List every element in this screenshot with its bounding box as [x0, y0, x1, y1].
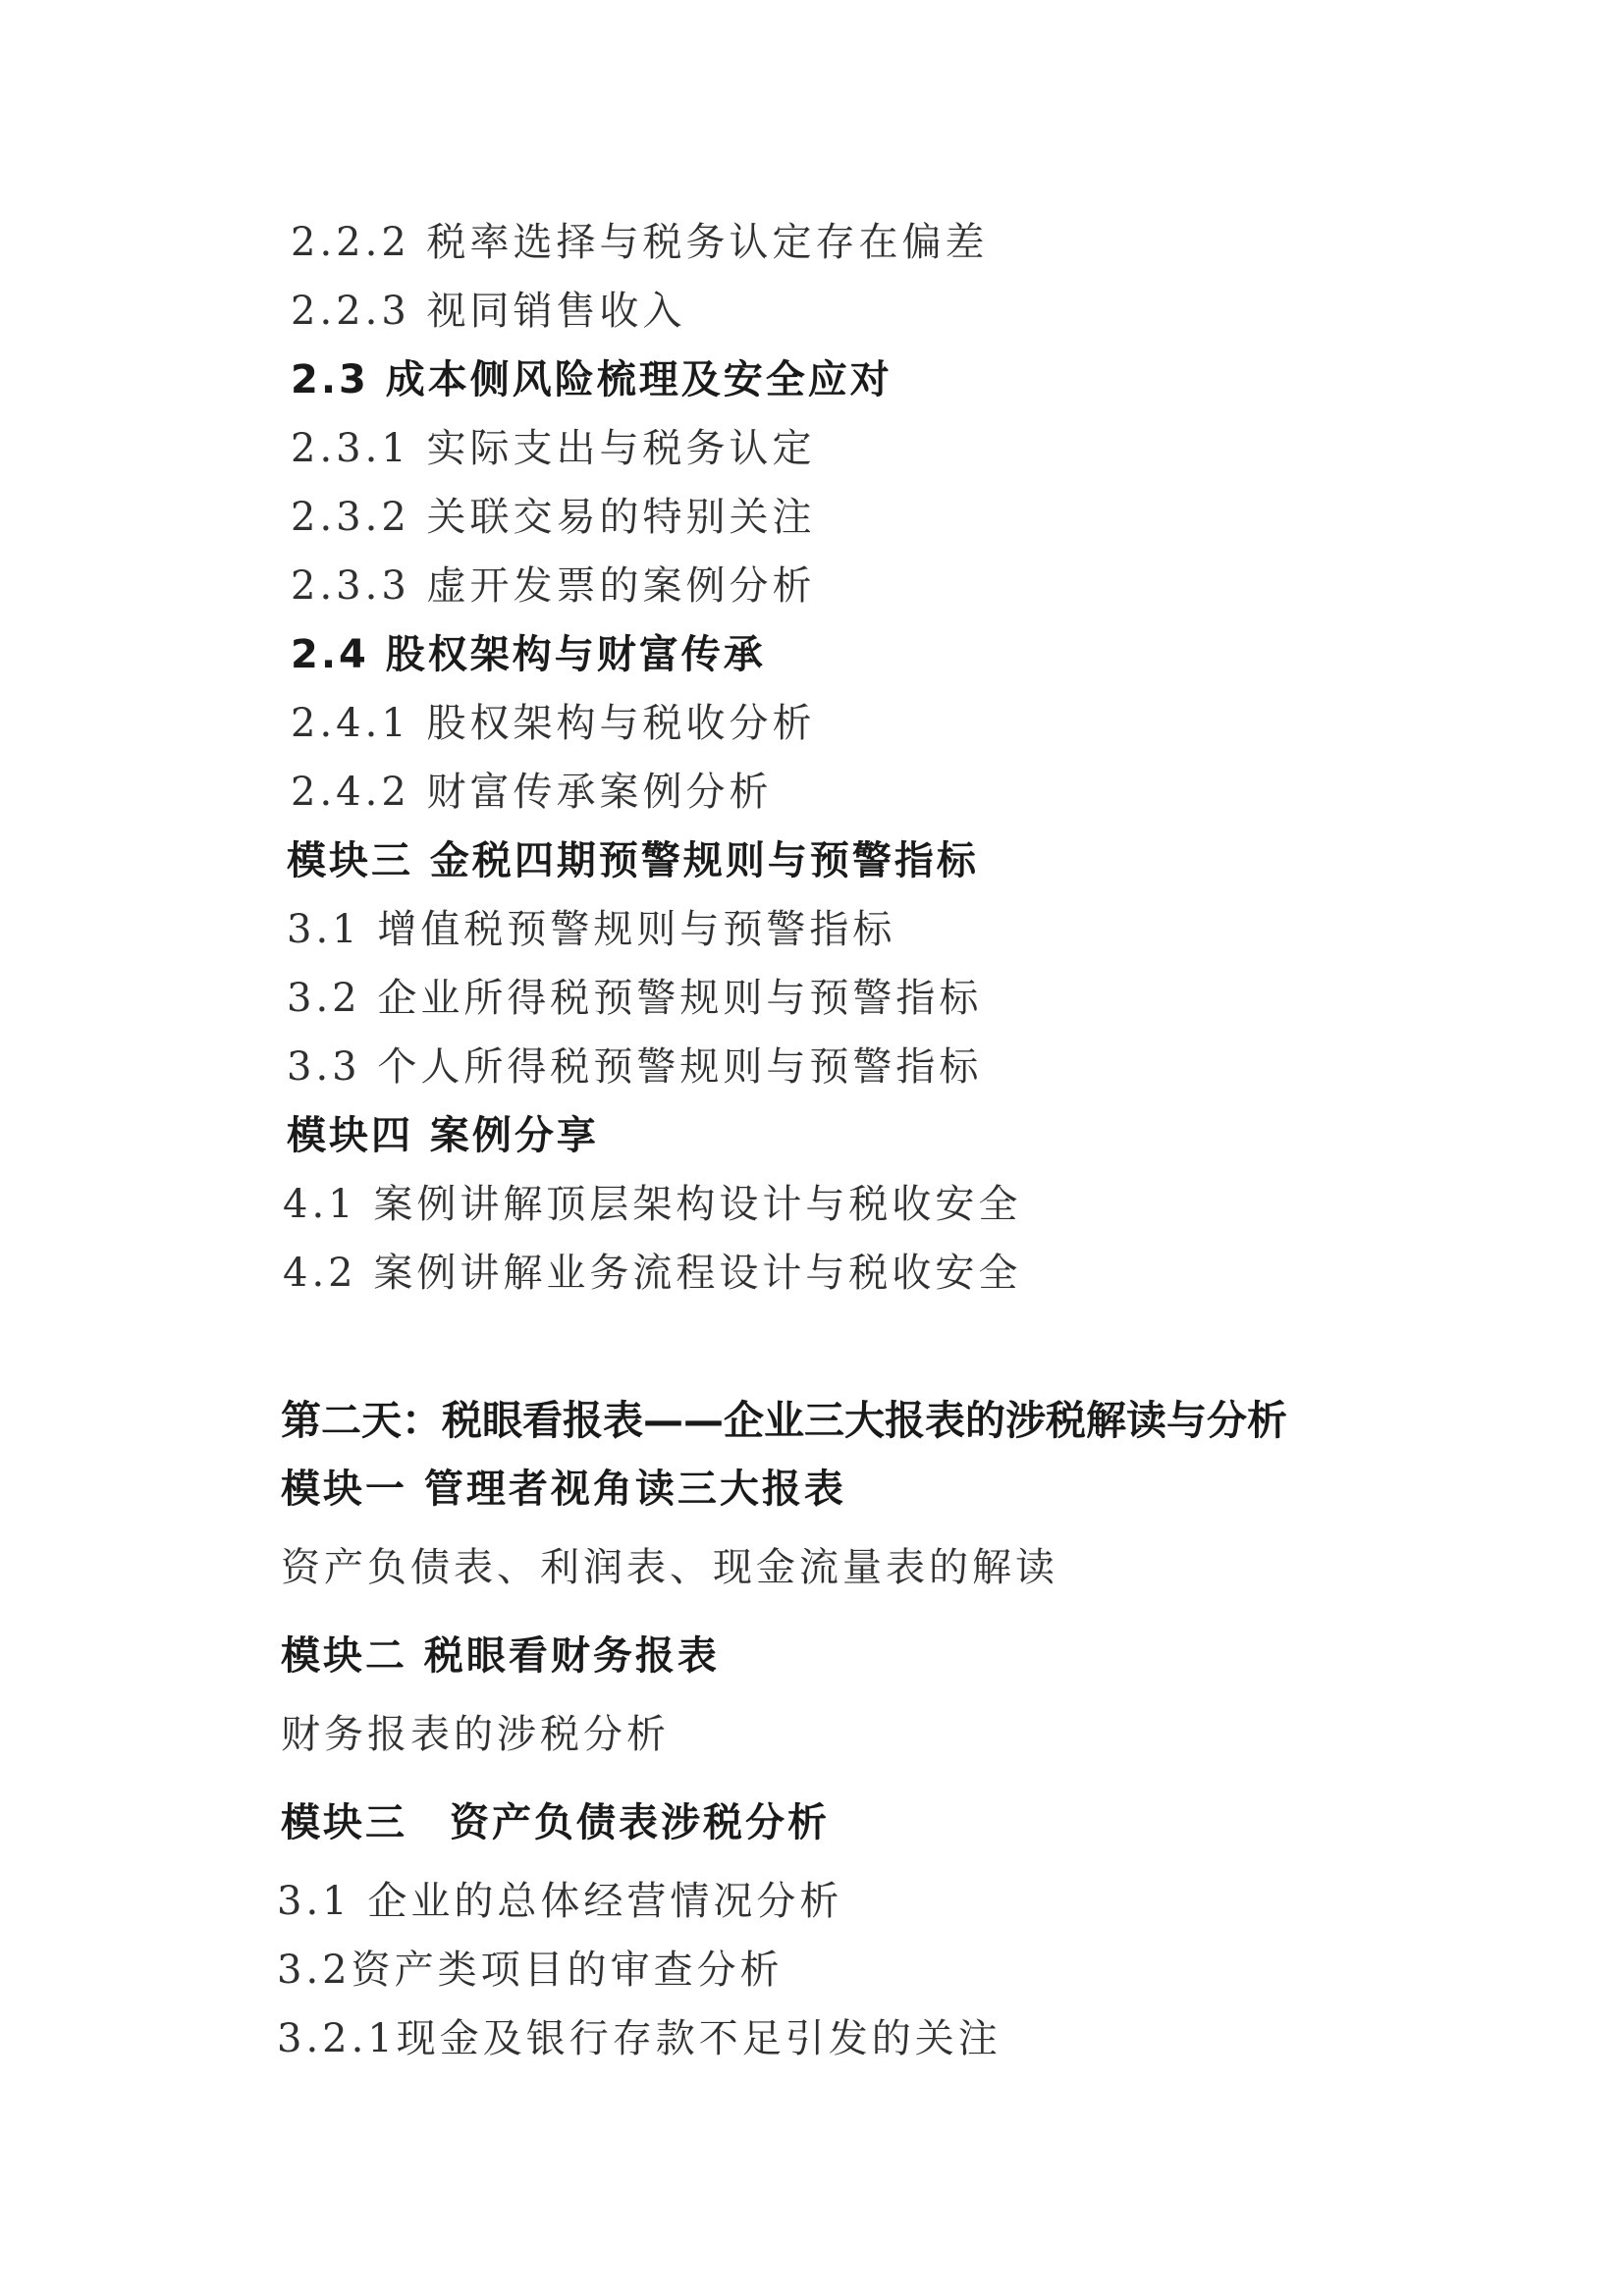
day2-subsection-3-2-1: 3.2.1现金及银行存款不足引发的关注 [277, 2016, 1001, 2061]
subsection-2-4-2: 2.4.2 财富传承案例分析 [291, 770, 773, 815]
subsection-2-3-3: 2.3.3 虚开发票的案例分析 [291, 563, 816, 609]
section-2-4-heading: 2.4 股权架构与财富传承 [291, 632, 766, 677]
day2-section-3-2: 3.2资产类项目的审查分析 [277, 1948, 784, 1993]
section-2-3-heading: 2.3 成本侧风险梳理及安全应对 [291, 357, 893, 402]
module-4-heading: 模块四 案例分享 [287, 1113, 599, 1158]
day2-module-1-content: 资产负债表、利润表、现金流量表的解读 [281, 1545, 1058, 1590]
day2-module-2-content: 财务报表的涉税分析 [281, 1712, 670, 1757]
day-two-heading: 第二天：税眼看报表——企业三大报表的涉税解读与分析 [281, 1397, 1287, 1444]
subsection-2-4-1: 2.4.1 股权架构与税收分析 [291, 701, 816, 746]
subsection-2-3-1: 2.3.1 实际支出与税务认定 [291, 426, 816, 471]
subsection-2-3-2: 2.3.2 关联交易的特别关注 [291, 495, 816, 540]
day2-section-3-1: 3.1 企业的总体经营情况分析 [277, 1879, 843, 1924]
section-4-2: 4.2 案例讲解业务流程设计与税收安全 [283, 1251, 1022, 1296]
section-3-3: 3.3 个人所得税预警规则与预警指标 [287, 1044, 983, 1090]
section-3-1: 3.1 增值税预警规则与预警指标 [287, 907, 896, 952]
day2-module-3-heading: 模块三 资产负债表涉税分析 [281, 1800, 830, 1845]
section-4-1: 4.1 案例讲解顶层架构设计与税收安全 [283, 1182, 1022, 1227]
subsection-2-2-3: 2.2.3 视同销售收入 [291, 289, 686, 334]
day2-module-1-heading: 模块一 管理者视角读三大报表 [281, 1467, 846, 1512]
day2-module-2-heading: 模块二 税眼看财务报表 [281, 1633, 720, 1679]
subsection-2-2-2: 2.2.2 税率选择与税务认定存在偏差 [291, 220, 989, 265]
module-3-heading: 模块三 金税四期预警规则与预警指标 [287, 838, 979, 883]
section-3-2: 3.2 企业所得税预警规则与预警指标 [287, 976, 983, 1021]
